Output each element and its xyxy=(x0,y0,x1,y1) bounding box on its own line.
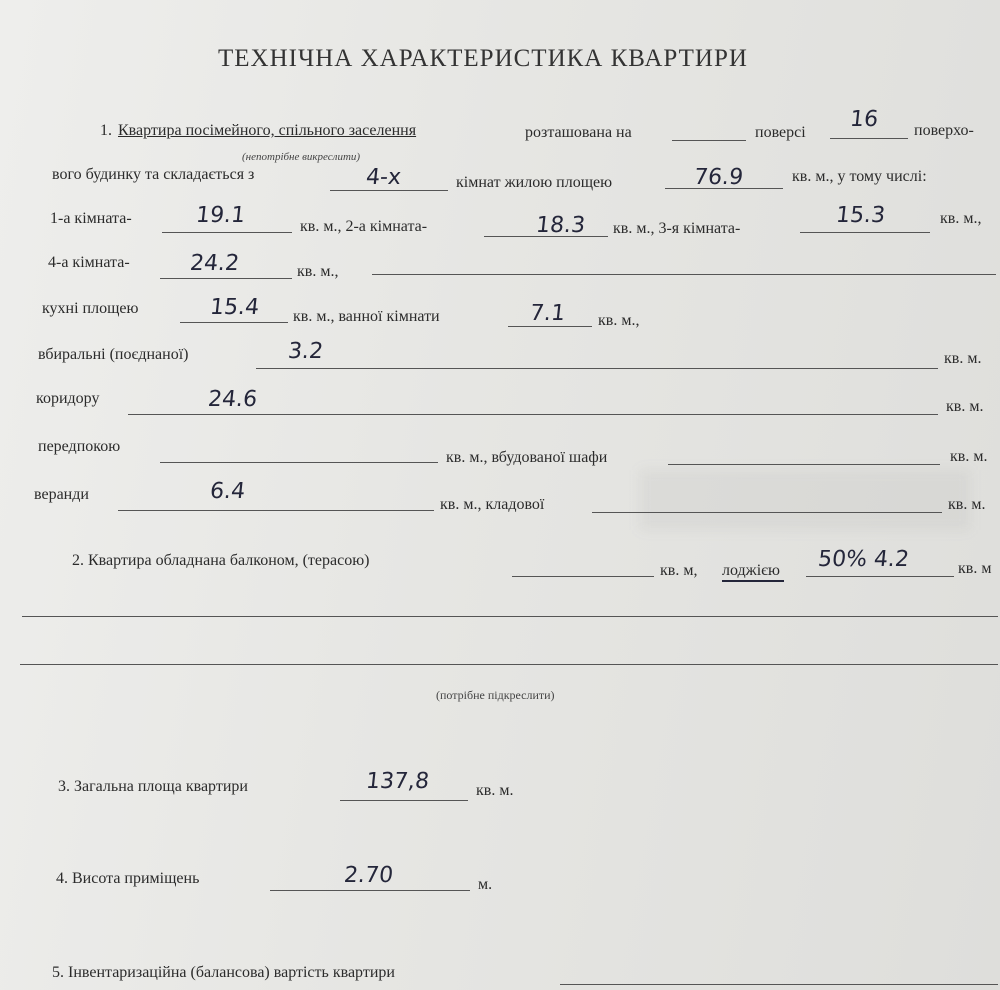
veranda-value: 6.4 xyxy=(208,479,247,504)
bathroom-label: кв. м., ванної кімнати xyxy=(293,308,440,325)
storage-label: кв. м., кладової xyxy=(440,496,545,513)
kitchen-line xyxy=(180,322,288,323)
room-1-label: 1-а кімната- xyxy=(50,210,132,227)
room-4-value: 24.2 xyxy=(188,251,241,276)
corridor-value: 24.6 xyxy=(206,387,259,412)
floor-value-line xyxy=(830,138,908,139)
room-3-line xyxy=(800,232,930,233)
show-through-shadow xyxy=(640,470,970,530)
room-3-label: кв. м., 3-я кімната- xyxy=(613,220,741,237)
bathroom-line xyxy=(508,326,592,327)
corridor-line xyxy=(128,414,938,415)
balcony-label: 2. Квартира обладнана балконом, (терасою) xyxy=(72,552,370,569)
wardrobe-units: кв. м. xyxy=(950,448,988,465)
loggia-value: 50% 4.2 xyxy=(816,547,911,572)
room-3-units: кв. м., xyxy=(940,210,982,227)
kitchen-value: 15.4 xyxy=(208,295,261,320)
ceiling-height-value: 2.70 xyxy=(342,863,395,888)
rooms-count-value: 4-х xyxy=(364,165,403,190)
corridor-units: кв. м. xyxy=(946,398,984,415)
toilet-label: вбиральні (поєднаної) xyxy=(38,346,189,363)
floor-label: поверсі xyxy=(755,124,806,141)
toilet-line xyxy=(256,368,938,369)
apartment-type-text: Квартира посімейного, спільного заселення xyxy=(118,122,417,139)
room-2-label: кв. м., 2-а кімната- xyxy=(300,218,428,235)
bathroom-units: кв. м., xyxy=(598,312,640,329)
form-title: ТЕХНІЧНА ХАРАКТЕРИСТИКА КВАРТИРИ xyxy=(218,45,748,72)
wardrobe-label: кв. м., вбудованої шафи xyxy=(446,449,608,466)
inventory-value-label: 5. Інвентаризаційна (балансова) вартість квартири xyxy=(52,964,395,981)
ceiling-height-label: 4. Висота приміщень xyxy=(56,870,200,887)
room-4-line xyxy=(160,278,292,279)
floor-value: 16 xyxy=(848,107,880,132)
located-on-label: розташована на xyxy=(525,124,632,141)
notes-line-1 xyxy=(22,616,998,617)
total-area-label: 3. Загальна площа квартири xyxy=(58,778,248,795)
toilet-units: кв. м. xyxy=(944,350,982,367)
kitchen-label: кухні площею xyxy=(42,300,139,317)
living-area-units: кв. м., у тому числі: xyxy=(792,168,927,185)
loggia-underline-mark xyxy=(722,580,784,582)
room-2-value: 18.3 xyxy=(534,213,587,238)
section-1-number: 1. xyxy=(100,122,112,139)
toilet-value: 3.2 xyxy=(286,339,325,364)
storey-label-part1: поверхо- xyxy=(914,122,974,139)
total-area-line xyxy=(340,800,468,801)
ceiling-height-units: м. xyxy=(478,876,493,893)
bathroom-value: 7.1 xyxy=(528,301,567,326)
total-area-value: 137,8 xyxy=(364,769,431,794)
balcony-line xyxy=(512,576,654,577)
storage-line xyxy=(592,512,942,513)
floor-number-line xyxy=(672,140,746,141)
room-4-units: кв. м., xyxy=(297,263,339,280)
underline-note: (потрібне підкреслити) xyxy=(436,688,555,702)
rooms-count-line xyxy=(330,190,448,191)
balcony-units: кв. м, xyxy=(660,562,698,579)
extra-rooms-line xyxy=(372,274,996,275)
storage-units: кв. м. xyxy=(948,496,986,513)
storey-label-part2: вого будинку та складається з xyxy=(52,166,255,183)
loggia-units: кв. м xyxy=(958,560,992,577)
living-area-value: 76.9 xyxy=(692,165,745,190)
room-1-line xyxy=(162,232,292,233)
room-4-label: 4-а кімната- xyxy=(48,254,130,271)
room-1-value: 19.1 xyxy=(194,203,247,228)
total-area-units: кв. м. xyxy=(476,782,514,799)
loggia-label: лоджією xyxy=(722,562,780,579)
hallway-line xyxy=(160,462,438,463)
veranda-label: веранди xyxy=(34,486,89,503)
inventory-value-line xyxy=(560,984,998,985)
notes-line-2 xyxy=(20,664,998,665)
wardrobe-line xyxy=(668,464,940,465)
cross-out-note: (непотрібне викреслити) xyxy=(242,151,361,163)
hallway-label: передпокою xyxy=(38,438,121,455)
loggia-line xyxy=(806,576,954,577)
room-3-value: 15.3 xyxy=(834,203,887,228)
ceiling-height-line xyxy=(270,890,470,891)
veranda-line xyxy=(118,510,434,511)
rooms-label: кімнат жилою площею xyxy=(456,174,613,191)
corridor-label: коридору xyxy=(36,390,100,407)
